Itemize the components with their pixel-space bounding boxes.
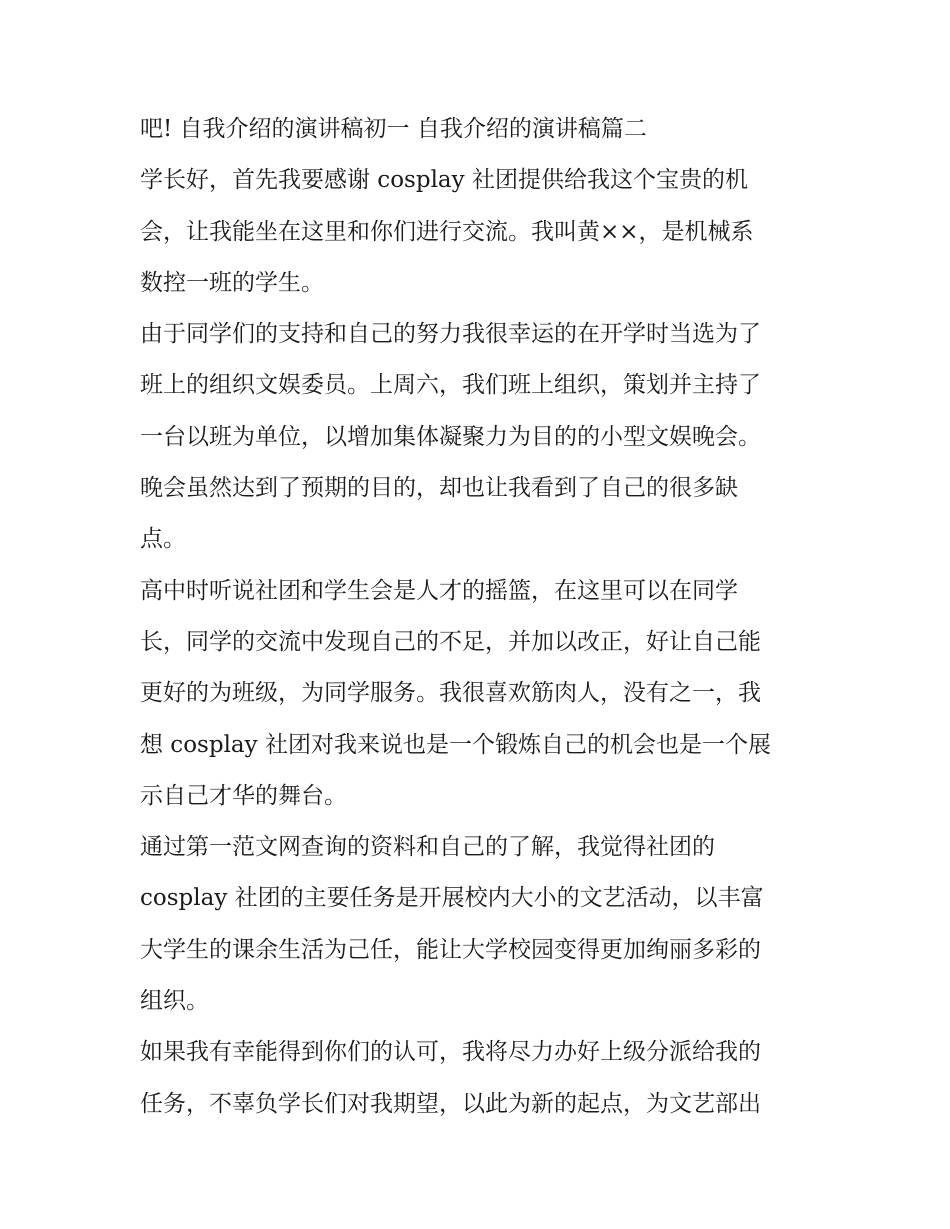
text-line: 任务，不辜负学长们对我期望，以此为新的起点，为文艺部出 bbox=[140, 1090, 761, 1117]
text-line: 一台以班为单位，以增加集体凝聚力为目的的小型文娱晚会。 bbox=[140, 423, 761, 450]
text-line: 班上的组织文娱委员。上周六，我们班上组织，策划并主持了 bbox=[140, 372, 761, 399]
text-line: 会，让我能坐在这里和你们进行交流。我叫黄××，是机械系 bbox=[140, 218, 754, 245]
text-line: 晚会虽然达到了预期的目的，却也让我看到了自己的很多缺 bbox=[140, 475, 738, 502]
text-line: 长，同学的交流中发现自己的不足，并加以改正，好让自己能 bbox=[140, 628, 761, 655]
text-line: 大学生的课余生活为己任，能让大学校园变得更加绚丽多彩的 bbox=[140, 936, 761, 963]
text-line: 更好的为班级，为同学服务。我很喜欢筋肉人，没有之一，我 bbox=[140, 680, 761, 707]
text-line: 吧! 自我介绍的演讲稿初一 自我介绍的演讲稿篇二 bbox=[140, 116, 647, 142]
text-line: 点。 bbox=[140, 526, 186, 553]
text-line: 通过第一范文网查询的资料和自己的了解，我觉得社团的 bbox=[140, 834, 715, 861]
text-line: 数控一班的学生。 bbox=[140, 269, 324, 296]
text-line: 示自己才华的舞台。 bbox=[140, 782, 347, 809]
text-line: 高中时听说社团和学生会是人才的摇篮，在这里可以在同学 bbox=[140, 577, 738, 604]
text-line: 想 cosplay 社团对我来说也是一个锻炼自己的机会也是一个展 bbox=[140, 731, 771, 758]
text-line: 学长好，首先我要感谢 cosplay 社团提供给我这个宝贵的机 bbox=[140, 167, 748, 194]
document-body bbox=[140, 104, 820, 1130]
text-line: 如果我有幸能得到你们的认可，我将尽力办好上级分派给我的 bbox=[140, 1039, 761, 1066]
text-line: 组织。 bbox=[140, 988, 209, 1015]
text-line: 由于同学们的支持和自己的努力我很幸运的在开学时当选为了 bbox=[140, 321, 761, 348]
text-line: cosplay 社团的主要任务是开展校内大小的文艺活动，以丰富 bbox=[140, 885, 764, 912]
